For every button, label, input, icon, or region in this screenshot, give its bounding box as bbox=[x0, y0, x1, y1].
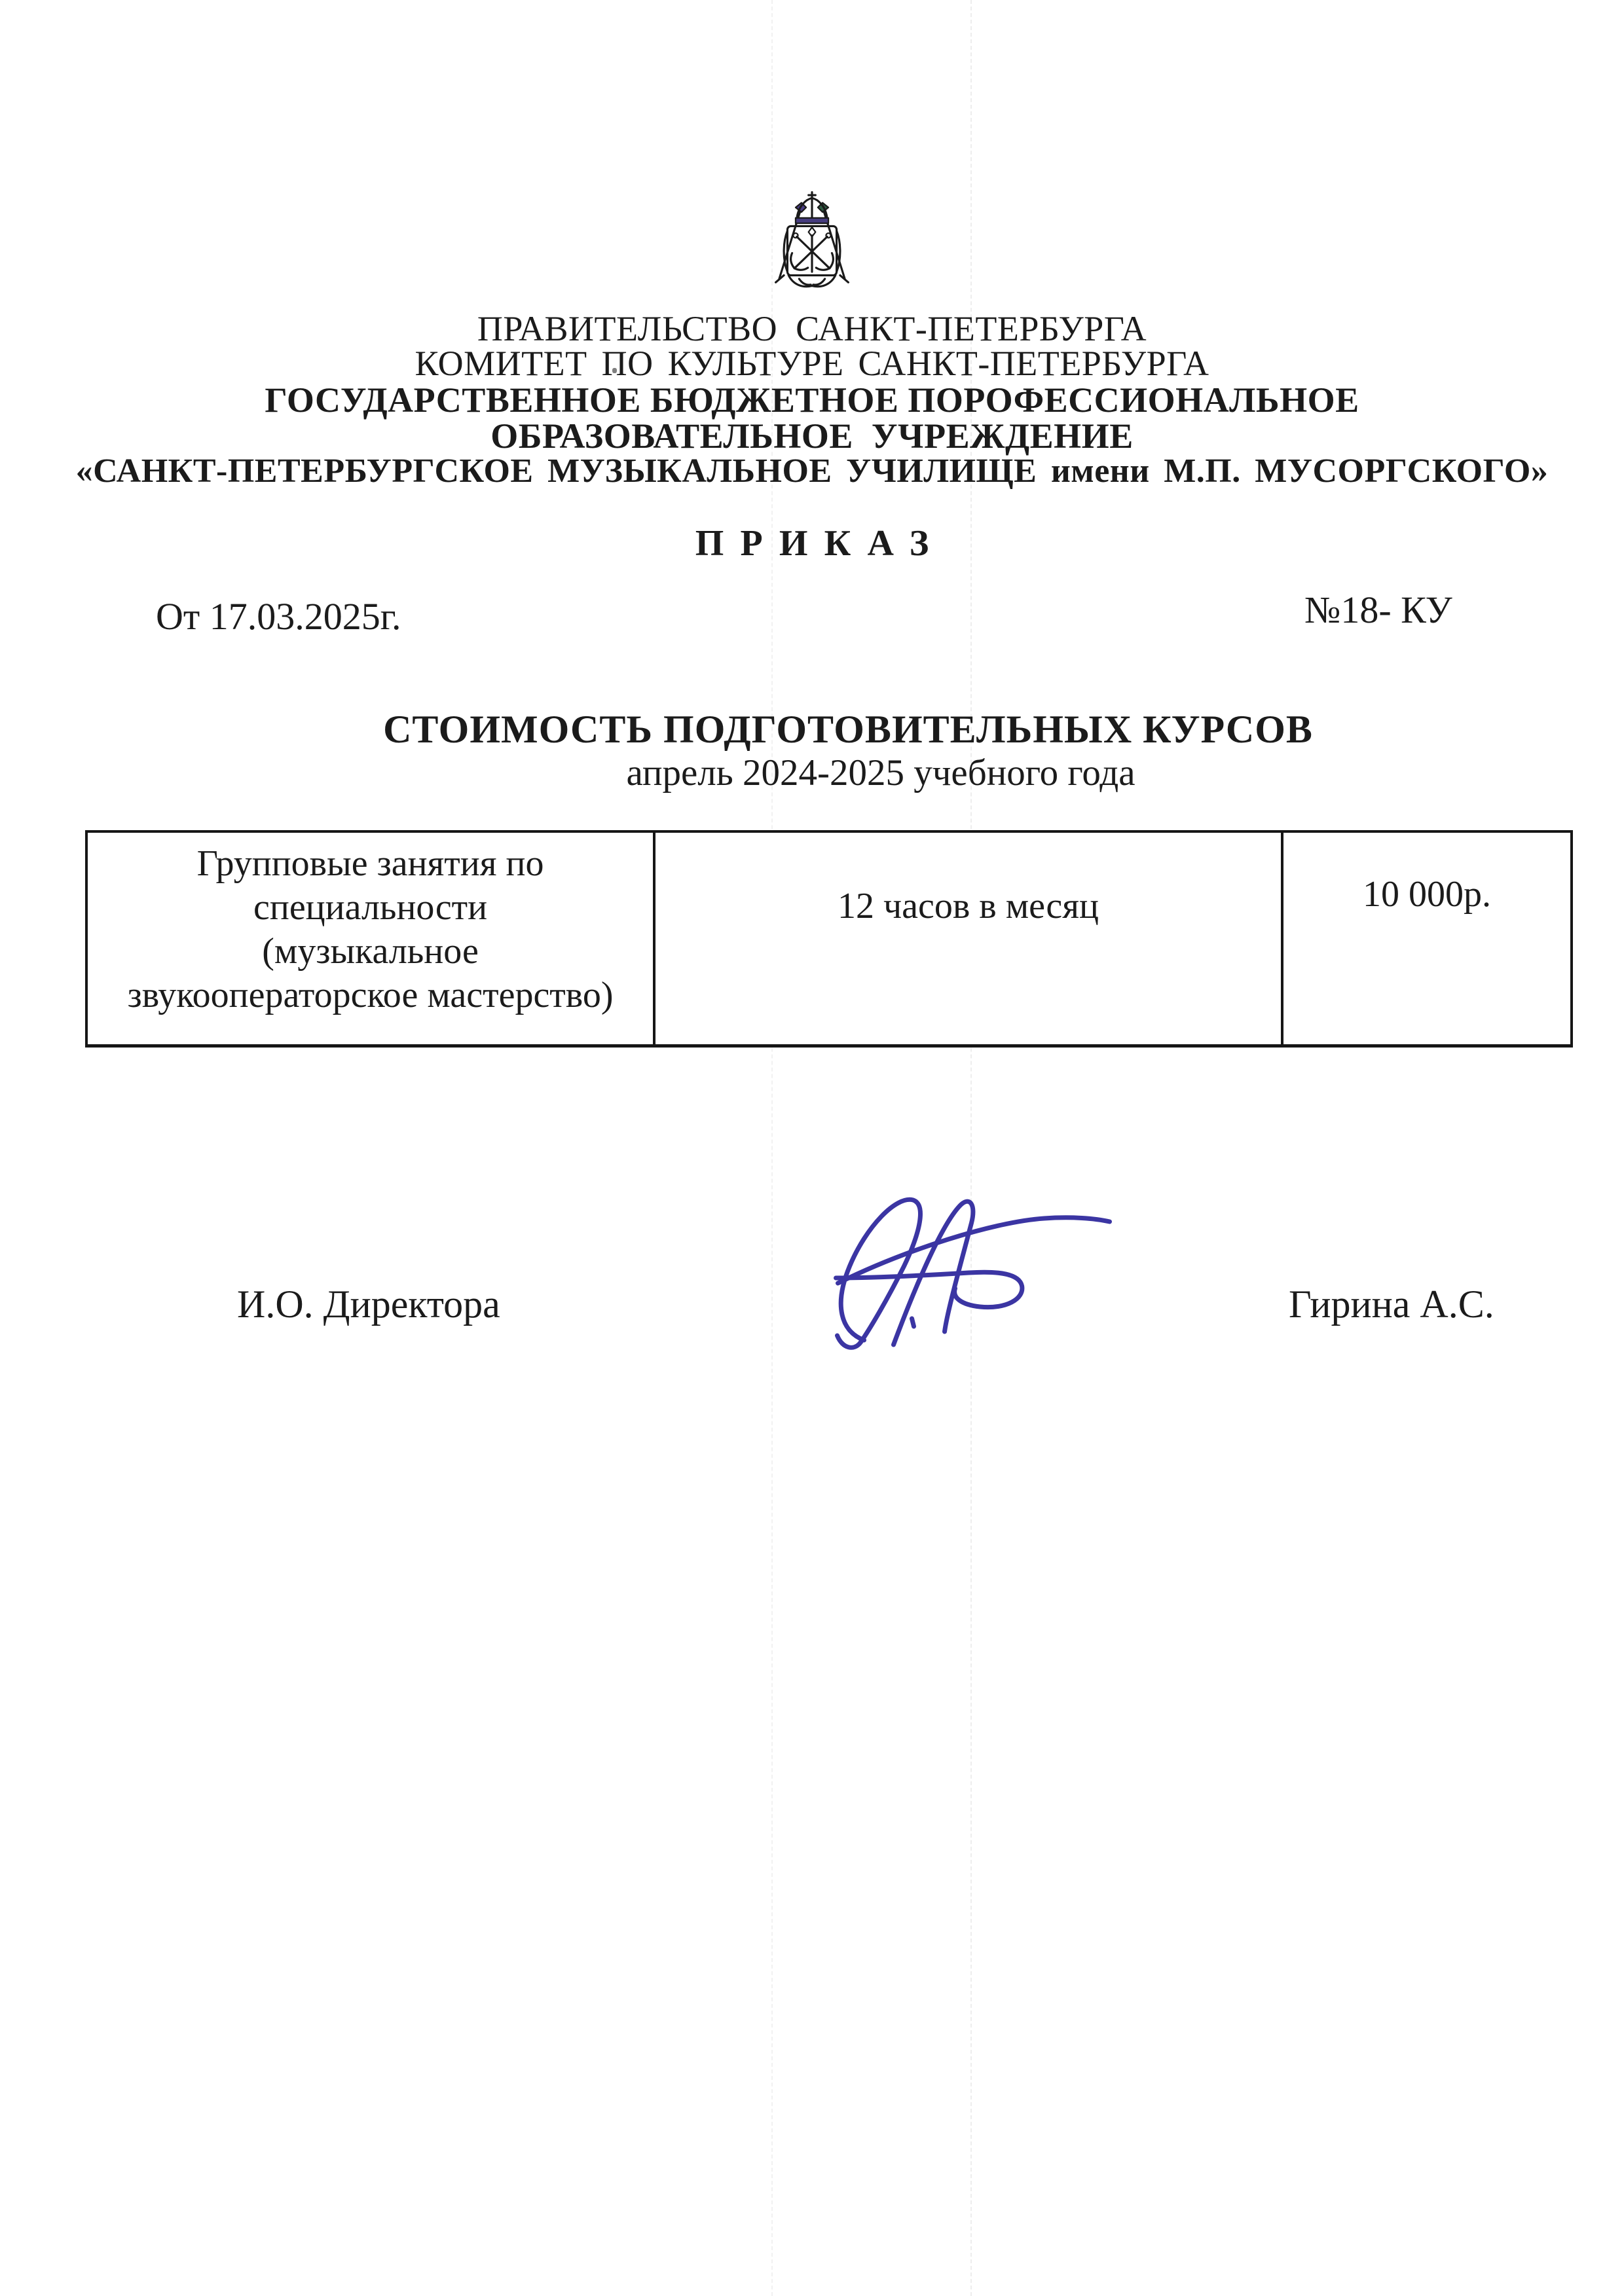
letterhead-institution-line1: ГОСУДАРСТВЕННОЕ БЮДЖЕТНОЕ ПОРОФЕССИОНАЛЬНОЕ bbox=[265, 380, 1359, 420]
course-cell bbox=[88, 833, 655, 1044]
pricing-table bbox=[85, 830, 1573, 1048]
course-line: специальности bbox=[253, 887, 488, 928]
handwritten-signature-icon bbox=[826, 1180, 1118, 1370]
doc-subtitle: апрель 2024-2025 учебного года bbox=[626, 752, 1135, 793]
letterhead-institution-line2: ОБРАЗОВАТЕЛЬНОЕ УЧРЕЖДЕНИЕ bbox=[490, 416, 1134, 456]
order-number: №18- КУ bbox=[1304, 589, 1452, 631]
signer-position-label: И.О. Директора bbox=[237, 1283, 500, 1326]
course-line: звукооператорское мастерство) bbox=[127, 975, 614, 1015]
spb-coat-of-arms-icon bbox=[753, 190, 871, 289]
hours-cell: 12 часов в месяц bbox=[655, 833, 1283, 1044]
letterhead-government-line: ПРАВИТЕЛЬСТВО САНКТ-ПЕТЕРБУРГА bbox=[477, 309, 1147, 348]
course-line: (музыкальное bbox=[262, 931, 479, 972]
doc-type-heading: ПРИКАЗ bbox=[695, 523, 946, 564]
letterhead-committee-line: КОМИТЕТ ПО КУЛЬТУРЕ САНКТ-ПЕТЕРБУРГА bbox=[415, 344, 1209, 383]
letterhead-institution-line3: «САНКТ-ПЕТЕРБУРГСКОЕ МУЗЫКАЛЬНОЕ УЧИЛИЩЕ имени М.П. МУСОРГСКОГО» bbox=[75, 452, 1549, 490]
doc-title: СТОИМОСТЬ ПОДГОТОВИТЕЛЬНЫХ КУРСОВ bbox=[383, 708, 1313, 751]
signer-name: Гирина А.С. bbox=[1289, 1283, 1494, 1326]
order-date: От 17.03.2025г. bbox=[156, 595, 401, 638]
course-line: Групповые занятия по bbox=[196, 843, 544, 884]
price-cell: 10 000р. bbox=[1362, 874, 1491, 915]
